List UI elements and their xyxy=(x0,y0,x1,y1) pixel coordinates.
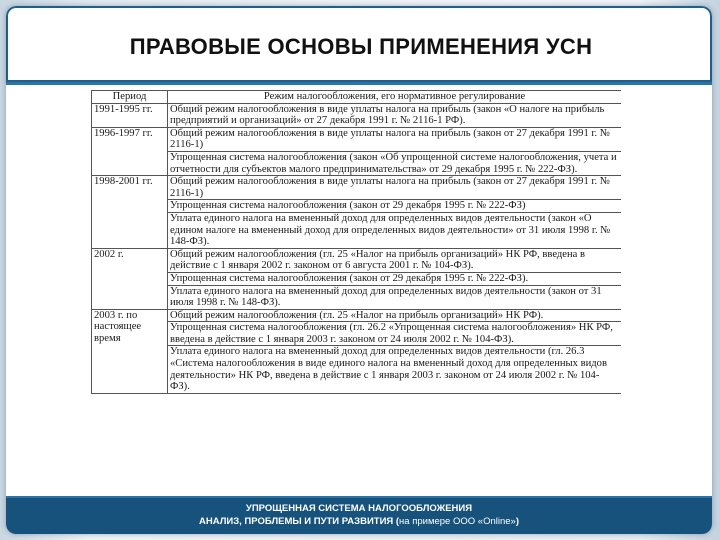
regime-cell: Упрощенная система налогообложения (закон от 29 декабря 1995 г. № 222-ФЗ) xyxy=(168,200,622,213)
table-row xyxy=(92,127,622,151)
regime-cell: Общий режим налогообложения в виде уплаты налога на прибыль (закон от 27 декабря 1991 г. № 2116-1) xyxy=(168,176,622,200)
regime-cell: Упрощенная система налогообложения (закон от 29 декабря 1995 г. № 222-ФЗ). xyxy=(168,272,622,285)
table-row xyxy=(92,176,622,200)
footer-banner xyxy=(6,496,712,534)
table-row xyxy=(92,322,622,346)
footer-subtitle-main: АНАЛИЗ, ПРОБЛЕМЫ И ПУТИ РАЗВИТИЯ ( xyxy=(199,516,400,527)
regime-cell: Уплата единого налога на вмененный доход для определенных видов деятельности (закон «О едином налоге на вмененный доход для определенных видов деятельности» от 31 июля 1998 г. № 148-ФЗ). xyxy=(168,212,622,248)
slide-title: ПРАВОВЫЕ ОСНОВЫ ПРИМЕНЕНИЯ УСН xyxy=(129,34,593,59)
title-underline xyxy=(6,82,712,85)
footer-subtitle xyxy=(6,516,712,527)
period-cell: 1996-1997 гг. xyxy=(92,127,168,175)
regime-cell: Общий режим налогообложения в виде уплаты налога на прибыль (закон «О налоге на прибыль предприятий и организаций» от 27 декабря 1991 г. № 2116-1 РФ). xyxy=(168,103,622,127)
header-regime: Режим налогообложения, его нормативное регулирование xyxy=(168,91,622,104)
period-cell: 1998-2001 гг. xyxy=(92,176,168,249)
slide xyxy=(6,6,712,534)
table-row xyxy=(92,200,622,213)
header-period: Период xyxy=(92,91,168,104)
footer-title: УПРОЩЕННАЯ СИСТЕМА НАЛОГООБЛОЖЕНИЯ xyxy=(245,503,473,514)
table-row xyxy=(92,103,622,127)
table-header-row xyxy=(92,91,622,104)
regime-cell: Уплата единого налога на вмененный доход для определенных видов деятельности (закон от 31 июля 1998 г. № 148-ФЗ). xyxy=(168,285,622,309)
table-row xyxy=(92,248,622,272)
regime-cell: Уплата единого налога на вмененный доход для определенных видов деятельности (гл. 26.3 «Система налогообложения в виде единого налога на вмененный доход для определенных видов деятельности» НК РФ, введена в действие с 1 января 2003 г. законом от 24 июля 2002 г. № 104-ФЗ). xyxy=(168,346,622,393)
table-row xyxy=(92,272,622,285)
legal-basis-table xyxy=(91,90,621,394)
period-cell: 2002 г. xyxy=(92,248,168,309)
regime-cell: Упрощенная система налогообложения (закон «Об упрощенной системе налогообложения, учета и отчетности для субъектов малого предпринимательства» от 29 декабря 1995 г. № 222-ФЗ). xyxy=(168,151,622,175)
table-row xyxy=(92,151,622,175)
table-row xyxy=(92,285,622,309)
regime-cell: Общий режим налогообложения (гл. 25 «Налог на прибыль организаций» НК РФ, введена в действие с 1 января 2002 г. законом от 6 августа 2001 г. № 104-ФЗ). xyxy=(168,248,622,272)
table-container xyxy=(91,90,621,504)
regime-cell: Общий режим налогообложения в виде уплаты налога на прибыль (закон от 27 декабря 1991 г. № 2116-1) xyxy=(168,127,622,151)
table-row xyxy=(92,346,622,393)
footer-subtitle-note: на примере ООО «Online» xyxy=(399,516,516,527)
title-bar xyxy=(6,6,712,82)
regime-cell: Общий режим налогообложения (гл. 25 «Налог на прибыль организаций» НК РФ). xyxy=(168,309,622,322)
period-cell: 2003 г. по настоящее время xyxy=(92,309,168,393)
footer-subtitle-end: ) xyxy=(515,516,519,527)
table-row xyxy=(92,309,622,322)
table-row xyxy=(92,212,622,248)
period-cell: 1991-1995 гг. xyxy=(92,103,168,127)
regime-cell: Упрощенная система налогообложения (гл. 26.2 «Упрощенная система налогообложения» НК РФ, введена в действие с 1 января 2003 г. законом от 24 июля 2002 г. № 104-ФЗ). xyxy=(168,322,622,346)
